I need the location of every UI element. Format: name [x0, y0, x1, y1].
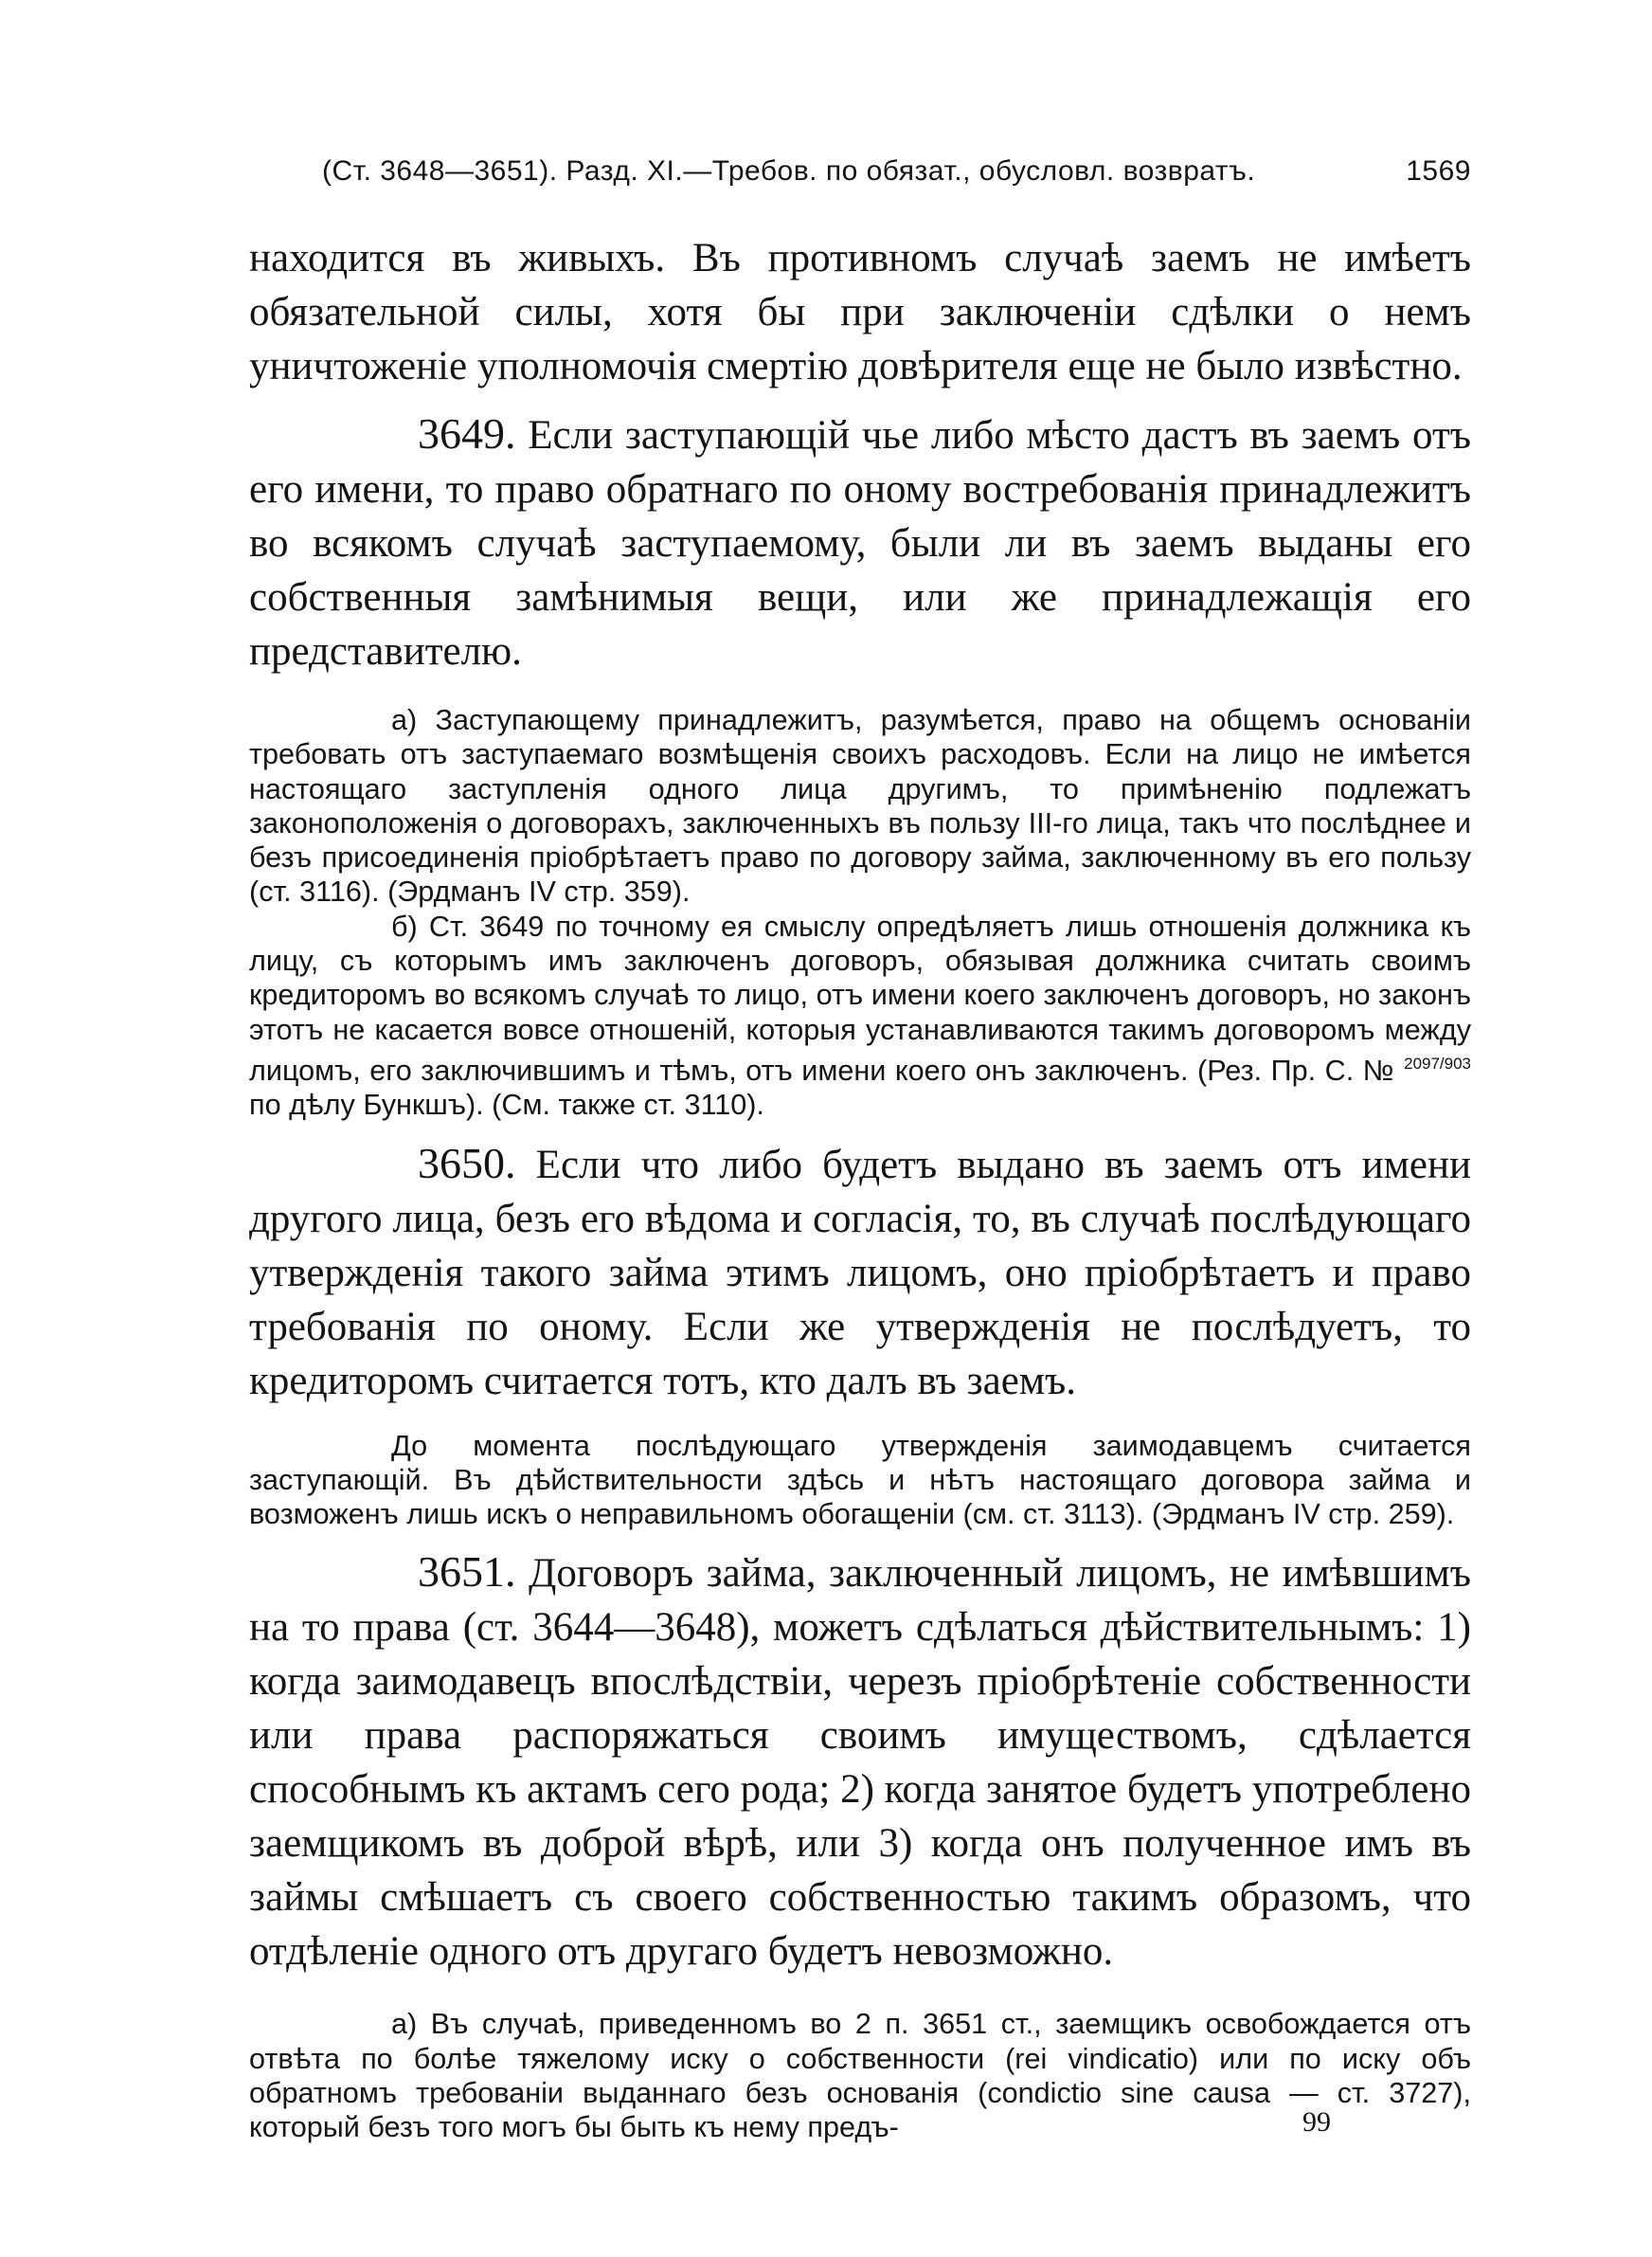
- note-3651-a: а) Въ случаѣ, приведенномъ во 2 п. 3651 ст., заемщикъ освобождается отъ отвѣта по болѣе тяжелому иску о собственности (rei vindicatio) или по иску объ обратномъ требованіи выданнаго безъ основанія (condictio sine causa — ст. 3727), который безъ того могъ бы быть къ нему предъ-: [249, 2008, 1471, 2144]
- running-title: (Ст. 3648—3651). Разд. XI.—Требов. по обязат., обусловл. возвратъ.: [322, 155, 1256, 187]
- paragraph-continuation: находится въ живыхъ. Въ противномъ случаѣ заемъ не имѣетъ обязательной силы, хотя бы при заключеніи сдѣлки о немъ уничтоженіе уполномочія смертію довѣрителя еще не было извѣстно.: [249, 236, 1471, 388]
- article-3650-text: Если что либо будетъ выдано въ заемъ отъ имени другого лица, безъ его вѣдома и согласія, то, въ случаѣ послѣдующаго утвержденія такого займа этимъ лицомъ, оно пріобрѣтаетъ и право требованія по оному. Если же утвержденія не послѣдуетъ, то кредиторомъ считается тотъ, кто далъ въ заемъ.: [249, 1142, 1472, 1403]
- page-number: 1569: [1406, 155, 1471, 187]
- note-3649-b-tail: по дѣлу Бункшъ). (См. также ст. 3110).: [249, 1089, 764, 1122]
- note-3650: До момента послѣдующаго утвержденія заимодавцемъ считается заступающій. Въ дѣйствительности здѣсь и нѣтъ настоящаго договора займа и возможенъ лишь искъ о неправильномъ обогащеніи (см. ст. 3113). (Эрдманъ IV стр. 259).: [249, 1429, 1471, 1531]
- article-number-3650: 3650.: [418, 1138, 516, 1187]
- running-header: [249, 142, 1471, 222]
- article-3651-text: Договоръ займа, заключенный лицомъ, не имѣвшимъ на то права (ст. 3644—3648), можетъ сдѣлаться дѣйствительнымъ: 1) когда заимодавецъ впослѣдствіи, черезъ пріобрѣтеніе собственности или права распоряжаться своимъ имуществомъ, сдѣлается способнымъ къ актамъ сего рода; 2) когда занятое будетъ употреблено заемщикомъ въ доброй вѣрѣ, или 3) когда онъ полученное имъ въ займы смѣшаетъ съ своего собственностью такимъ образомъ, что отдѣленіе одного отъ другаго будетъ невозможно.: [249, 1551, 1471, 1975]
- article-number-3649: 3649.: [418, 409, 516, 458]
- article-3651: [249, 1544, 1471, 1978]
- article-3649: [249, 406, 1471, 678]
- note-3649-b-text: б) Ст. 3649 по точному ея смыслу опредѣляетъ лишь отношенія должника къ лицу, съ которымъ имъ заключенъ договоръ, обязывая должника считать своимъ кредиторомъ во всякомъ случаѣ то лицо, отъ имени коего заключенъ договоръ, но законъ этотъ не касается вовсе отношеній, которыя устанавливаются такимъ договоромъ между лицомъ, его заключившимъ и тѣмъ, отъ имени коего онъ заключенъ. (Рез. Пр. С. №: [249, 910, 1471, 1087]
- resolution-number-fraction: 2097/903: [1404, 1054, 1472, 1073]
- signature-mark: 99: [1302, 2106, 1331, 2138]
- note-3649-b: [249, 910, 1471, 1123]
- document-page: [249, 142, 1471, 2145]
- article-3650: [249, 1136, 1471, 1408]
- note-3649-a: а) Заступающему принадлежитъ, разумѣется, право на общемъ основаніи требовать отъ заступаемаго возмѣщенія своихъ расходовъ. Если на лицо не имѣется настоящаго заступленія одного лица другимъ, то примѣненію подлежатъ законоположенія о договорахъ, заключенныхъ въ пользу III-го лица, такъ что послѣднее и безъ присоединенія пріобрѣтаетъ право по договору займа, заключенному въ его пользу (ст. 3116). (Эрдманъ IV стр. 359).: [249, 704, 1471, 909]
- article-number-3651: 3651.: [418, 1547, 516, 1597]
- article-3649-text: Если заступающій чье либо мѣсто дастъ въ заемъ отъ его имени, то право обратнаго по оному востребованія принадлежитъ во всякомъ случаѣ заступаемому, были ли въ заемъ выданы его собственныя замѣнимыя вещи, или же принадлежащія его представителю.: [249, 413, 1471, 674]
